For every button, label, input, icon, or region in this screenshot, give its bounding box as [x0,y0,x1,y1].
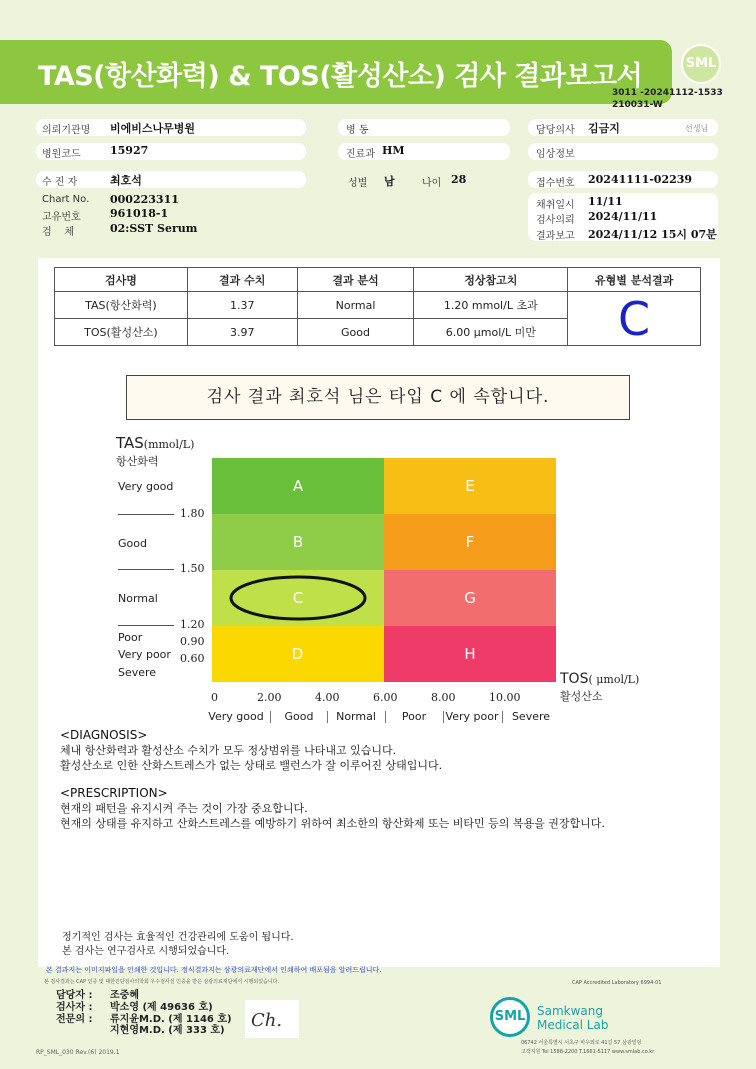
y-tick-label: 1.50 [180,562,205,575]
x-tick-label: 8.00 [431,691,456,704]
y-category-label: Very good [118,480,174,493]
y-category-label: Good [118,537,147,550]
sex-label: 성별 [348,178,368,189]
zone-c: C [212,570,384,626]
zone-f: F [384,514,556,570]
x-category-separator [385,711,386,723]
test-reference: 6.00 μmol/L 미만 [414,319,568,346]
age-label: 나이 [422,178,442,189]
zone-a: A [212,458,384,514]
zone-b: B [212,514,384,570]
test-name: TAS(항산화력) [55,292,188,319]
test-analysis: Good [297,319,414,346]
code-label: 병원코드 [42,149,81,160]
signature-text: Ch. [251,1010,283,1031]
col-header: 결과 분석 [297,268,414,292]
sex-value: 남 [384,175,395,188]
test-analysis: Normal [297,292,414,319]
staff3-label: 전문의 : [56,1014,93,1025]
results-table [54,267,701,346]
footer-small: 본 검사결과는 CAP 인증 및 대한진단검사의학회 우수검사실 인증을 받은 삼광의료재단에서 시행되었습니다. [44,979,280,985]
y-tick-label: 1.80 [180,507,205,520]
clinical-label: 임상정보 [536,149,575,160]
zone-d: D [212,626,384,682]
doc-number-line1: 3011 -20241112-1533 [612,88,723,98]
x-category-label: Good [284,710,314,723]
y-tick-line [118,569,174,570]
y-category-label: Normal [118,592,158,605]
doctor-value: 김금지 [588,122,620,135]
tos-axis-unit: ( μmol/L) [588,673,640,686]
test-reference: 1.20 mmol/L 초과 [414,292,568,319]
col-header: 정상참고치 [414,268,568,292]
receipt-value: 20241111-02239 [588,173,693,186]
x-tick-label: 10.00 [489,691,521,704]
institution-label: 의뢰기관명 [42,125,91,136]
table-header-row [55,268,701,292]
cap-note: CAP Accredited Laboratory 6994-01 [572,980,662,986]
diagnosis-line: 활성산소로 인한 산화스트레스가 없는 상태로 밸런스가 잘 이루어진 상태입니다. [60,759,443,772]
diagnosis-title: <DIAGNOSIS> [60,728,148,742]
x-category-separator [502,711,503,723]
zone-h: H [384,626,556,682]
diagnosis-line: 체내 항산화력과 활성산소 수치가 모두 정상범위를 나타내고 있습니다. [60,744,397,757]
brand-name: Samkwang [537,1004,603,1018]
y-category-label: Poor [118,631,143,644]
sml-brand-icon: SML [490,997,530,1037]
y-tick-label: 0.60 [180,652,205,665]
col-header: 결과 수치 [187,268,297,292]
signature-image [245,1000,299,1038]
x-category-label: Poor [401,710,427,723]
staff2-value: 박소영 (제 49636 호) [110,1002,213,1013]
tas-axis-main: TAS [116,434,144,452]
brand-name-2: Medical Lab [537,1018,609,1032]
ward-label: 병 동 [346,125,369,136]
x-tick-label: 2.00 [257,691,282,704]
prescription-line: 현재의 상태를 유지하고 산화스트레스를 예방하기 위하여 최소한의 항산화제 또는 비타민 등의 복용을 권장합니다. [60,817,605,830]
tas-axis-unit: (mmol/L) [143,438,195,451]
staff2-label: 검사자 : [56,1002,93,1013]
dept-value: HM [382,144,405,157]
tos-axis-subtitle: 활성산소 [560,690,603,703]
closing-line: 본 검사는 연구검사로 시행되었습니다. [62,946,230,957]
col-header: 유형별 분석결과 [568,268,701,292]
col-header: 검사명 [55,268,188,292]
y-category-label: Severe [118,666,157,679]
x-category-label: Normal [336,710,376,723]
x-category-label: Very good [208,710,264,723]
id-label: 고유번호 [42,212,81,223]
doctor-label: 담당의사 [536,125,575,136]
x-category-separator [443,711,444,723]
institution-value: 비에비스나무병원 [110,122,196,135]
report-title: TAS(항산화력) & TOS(활성산소) 검사 결과보고서 [38,61,643,92]
highlight-ellipse [228,574,370,624]
x-category-label: Very poor [445,710,499,723]
result-banner: 검사 결과 최호석 님은 타입 C 에 속합니다. [126,375,630,420]
prescription-title: <PRESCRIPTION> [60,786,168,800]
staff1-label: 담당자 : [56,990,93,1001]
x-category-separator [270,711,271,723]
y-tick-label: 1.20 [180,618,205,631]
patient-label: 수 진 자 [42,177,78,188]
collect-value: 11/11 [588,195,623,208]
chart-value: 000223311 [110,193,179,206]
report-value: 2024/11/12 15시 07분 [588,228,717,241]
form-number: RP_SML_030 Rev.(6) 2019.1 [36,1049,120,1056]
x-category-separator [327,711,328,723]
code-value: 15927 [110,144,149,157]
prescription-line: 현재의 패턴을 유지시켜 주는 것이 가장 중요합니다. [60,802,308,815]
brand-contact: 고객지원 Tel 1588-2200 T.1661-5117 www.smlab.co.kr [521,1049,655,1055]
doc-number-line2: 210031-W [612,100,663,110]
chart-label: Chart No. [42,194,90,205]
doctor-suffix: 선생님 [685,124,709,133]
y-tick-line [118,625,174,626]
patient-value: 최호석 [110,174,142,187]
age-value: 28 [451,173,467,186]
collect-label: 채취일시 [536,200,575,211]
x-category-label: Severe [511,710,551,723]
tas-axis-title [116,434,194,452]
receipt-label: 접수번호 [536,178,575,189]
test-name: TOS(활성산소) [55,319,188,346]
staff1-value: 조중혜 [110,990,139,1001]
id-value: 961018-1 [110,207,169,220]
y-tick-label: 0.90 [180,635,205,648]
specimen-value: 02:SST Serum [110,222,198,235]
footer-notice: 본 결과지는 이미지파일을 인쇄한 것입니다. 정식결과지는 삼광의료재단에서 인쇄하여 배포됨을 알려드립니다. [46,966,382,974]
table-row [55,292,701,319]
x-tick-label: 4.00 [315,691,340,704]
request-value: 2024/11/11 [588,210,658,223]
tos-axis-title [560,671,639,687]
y-category-label: Very poor [118,648,171,661]
staff4-value: 지현영M.D. (제 333 호) [110,1025,225,1036]
report-label: 결과보고 [536,231,575,242]
tas-axis-subtitle: 항산화력 [116,455,159,468]
brand-address: 06742 서울특별시 서초구 바우뫼로 41길 57 삼광빌딩 [521,1040,642,1046]
sml-logo-icon: SML [681,44,721,84]
staff3-value: 류지윤M.D. (제 1146 호) [110,1014,232,1025]
document-number [612,87,723,111]
test-value: 1.37 [187,292,297,319]
test-value: 3.97 [187,319,297,346]
type-result: C [568,292,701,346]
y-tick-line [118,514,174,515]
specimen-label: 검 체 [42,227,75,238]
request-label: 검사의뢰 [536,215,575,226]
x-tick-label: 0 [211,691,218,704]
dept-label: 진료과 [346,149,375,160]
closing-line: 정기적인 검사는 효율적인 건강관리에 도움이 됩니다. [62,932,294,943]
zone-e: E [384,458,556,514]
tos-axis-main: TOS [560,671,589,687]
x-tick-label: 6.00 [373,691,398,704]
zone-g: G [384,570,556,626]
